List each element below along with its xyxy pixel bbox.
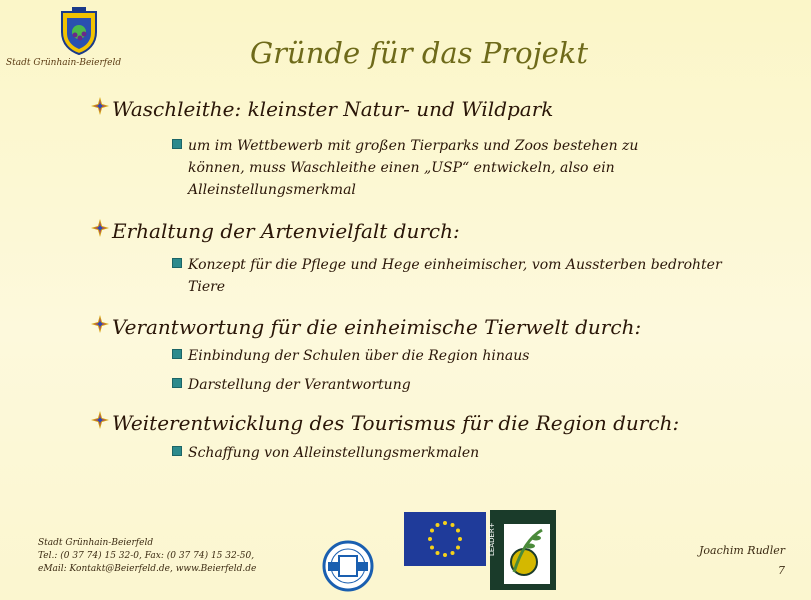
bullet-text: Weiterentwicklung des Tourismus für die Region durch: bbox=[112, 411, 680, 435]
leader-label: LEADER+ bbox=[488, 522, 496, 556]
eu-flag-logo bbox=[404, 512, 486, 566]
page-number: 7 bbox=[778, 564, 785, 577]
quality-seal-logo bbox=[322, 540, 374, 592]
bullet-text: Verantwortung für die einheimische Tierwelt durch: bbox=[112, 315, 642, 339]
sub-bullet bbox=[172, 254, 722, 298]
square-bullet-icon bbox=[172, 446, 182, 456]
page-title: Gründe für das Projekt bbox=[250, 36, 588, 70]
footer-author: Joachim Rudler bbox=[699, 544, 785, 557]
bullet-item bbox=[88, 410, 679, 435]
footer-email: eMail: Kontakt@Beierfeld.de, www.Beierfeld.de bbox=[38, 564, 257, 574]
leader-plus-logo bbox=[490, 510, 556, 590]
bullet-item bbox=[88, 314, 641, 339]
city-name-label: Stadt Grünhain-Beierfeld bbox=[6, 58, 122, 68]
sub-bullet-text: Alleinstellungsmerkmal bbox=[188, 182, 356, 198]
sub-bullet bbox=[172, 135, 638, 201]
star-bullet-icon bbox=[88, 314, 112, 334]
footer-contact bbox=[38, 537, 256, 576]
footer-org: Stadt Grünhain-Beierfeld bbox=[38, 538, 154, 548]
bullet-item bbox=[88, 96, 553, 121]
city-coat-of-arms-logo bbox=[58, 6, 100, 56]
bullet-text: Waschleithe: kleinster Natur- und Wildpark bbox=[112, 97, 554, 121]
star-bullet-icon bbox=[88, 218, 112, 238]
sub-bullet-text: Darstellung der Verantwortung bbox=[188, 377, 411, 393]
footer-author-block bbox=[699, 541, 785, 581]
bullet-item bbox=[88, 218, 460, 243]
star-bullet-icon bbox=[88, 410, 112, 430]
sub-bullet-text: um im Wettbewerb mit großen Tierparks und Zoos bestehen zu bbox=[188, 138, 639, 154]
sub-bullet-text: Schaffung von Alleinstellungsmerkmalen bbox=[188, 445, 480, 461]
sub-bullet-text: können, muss Waschleithe einen „USP“ entwickeln, also ein bbox=[188, 160, 615, 176]
square-bullet-icon bbox=[172, 349, 182, 359]
sub-bullet-text: Konzept für die Pflege und Hege einheimischer, vom Aussterben bedrohter bbox=[188, 257, 722, 273]
square-bullet-icon bbox=[172, 258, 182, 268]
sub-bullet-text: Tiere bbox=[188, 279, 226, 295]
star-bullet-icon bbox=[88, 96, 112, 116]
sub-bullet bbox=[172, 345, 529, 367]
footer-phone: Tel.: (0 37 74) 15 32-0, Fax: (0 37 74) 15 32-50, bbox=[38, 551, 255, 561]
square-bullet-icon bbox=[172, 139, 182, 149]
square-bullet-icon bbox=[172, 378, 182, 388]
sub-bullet-text: Einbindung der Schulen über die Region hinaus bbox=[188, 348, 530, 364]
sub-bullet bbox=[172, 374, 411, 396]
bullet-text: Erhaltung der Artenvielfalt durch: bbox=[112, 219, 460, 243]
sub-bullet bbox=[172, 442, 479, 464]
